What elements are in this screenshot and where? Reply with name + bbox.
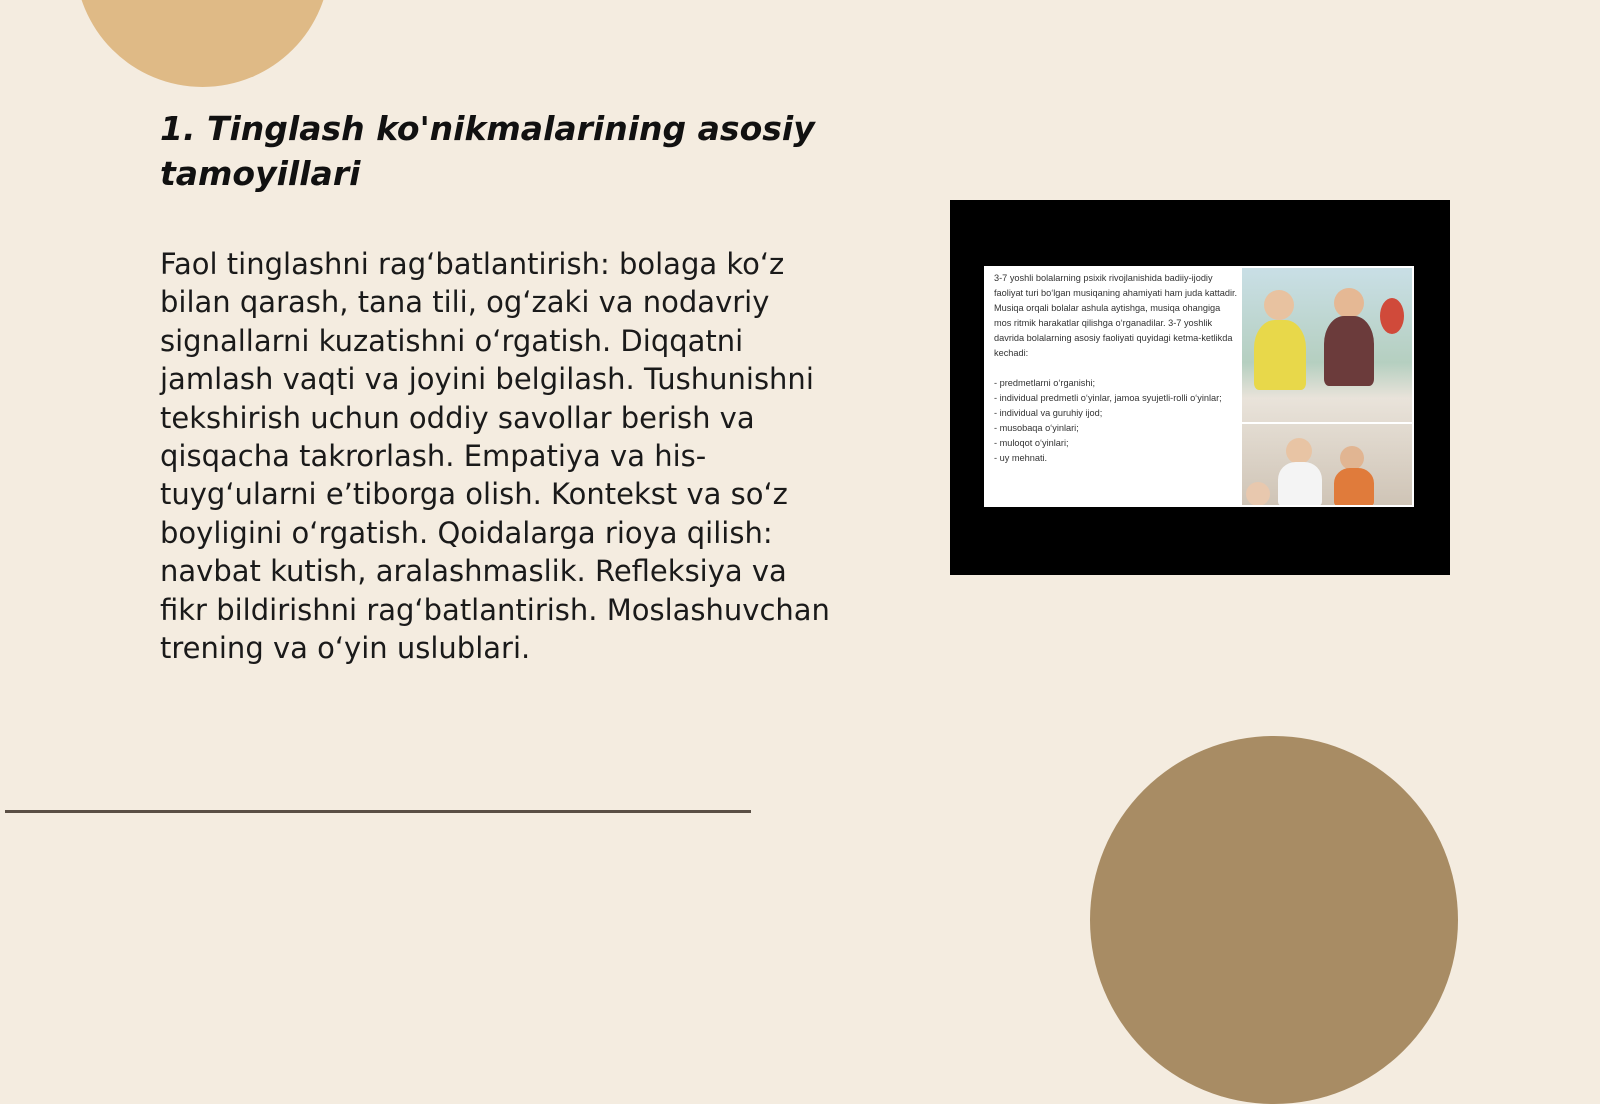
list-item: - predmetlarni o‘rganishi;	[994, 378, 1096, 388]
slide-title: 1. Tinglash ko'nikmalarining asosiy tamoyillari	[160, 109, 815, 193]
child-figure	[1340, 446, 1364, 470]
slide-body-text: Faol tinglashni rag‘batlantirish: bolaga ko‘z bilan qarash, tana tili, og‘zaki va nodavriy signallarni kuzatishni o‘rgatish. Diqqatni jamlash vaqti va joyini belgilash. Tushunishni tekshirish uchun oddiy savollar berish va qisqacha takrorlash. Empatiya va his-tuyg‘ularni e’tiborga olish. Kontekst va so‘z boyligini o‘rgatish. Qoidalarga rioya qilish: navbat kutish, aralashmaslik. Refleksiya va fikr bildirishni rag‘batlantirish. Moslashuvchan trening va o‘yin uslublari.	[160, 247, 830, 666]
child-figure	[1254, 320, 1306, 390]
child-figure	[1246, 482, 1270, 505]
list-item: - individual predmetli o‘yinlar, jamoa syujetli-rolli o‘yinlar;	[994, 393, 1222, 403]
children-playing-photo	[1242, 268, 1412, 505]
embedded-image-frame	[950, 200, 1450, 575]
embedded-slide-image	[984, 266, 1414, 507]
toy-figure	[1380, 298, 1404, 334]
photo-divider	[1242, 422, 1412, 424]
embedded-slide-text	[994, 271, 1239, 466]
decorative-circle-top	[75, 0, 330, 87]
child-figure	[1286, 438, 1312, 464]
embedded-intro-text: 3-7 yoshli bolalarning psixik rivojlanishida badiiy-ijodiy faoliyat turi bo‘lgan musiqaning ahamiyati ham juda kattadir. Musiqa orqali bolalar ashula aytishga, musiqa ohangiga mos ritmik harakatlar qilishga o‘rganadilar. 3-7 yoshlik davrida bolalarning asosiy faoliyati quyidagi ketma-ketlikda kechadi:	[994, 273, 1238, 358]
list-item: - musobaqa o‘yinlari;	[994, 423, 1079, 433]
child-figure	[1264, 290, 1294, 320]
child-figure	[1334, 468, 1374, 505]
decorative-circle-bottom	[1090, 736, 1458, 1104]
decorative-rule-line	[5, 810, 751, 813]
list-item: - muloqot o‘yinlari;	[994, 438, 1069, 448]
list-item: - individual va guruhiy ijod;	[994, 408, 1103, 418]
child-figure	[1324, 316, 1374, 386]
child-figure	[1278, 462, 1322, 505]
list-item: - uy mehnati.	[994, 453, 1048, 463]
child-figure	[1334, 288, 1364, 318]
embedded-activity-list	[994, 376, 1239, 466]
